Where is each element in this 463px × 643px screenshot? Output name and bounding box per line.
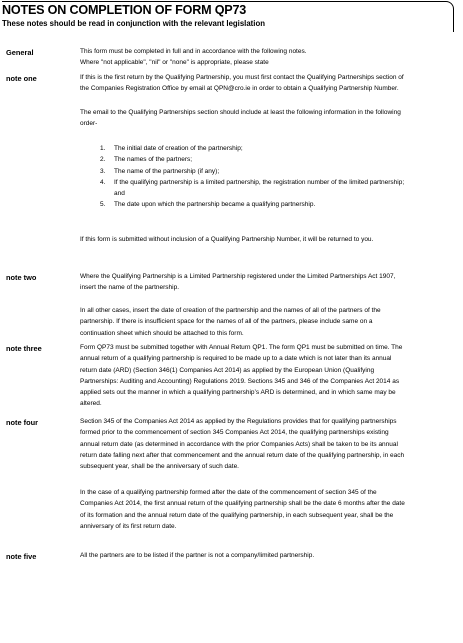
note-one-line: If this form is submitted without inclusion of a Qualifying Partnership Number, it will be returned to you. — [80, 236, 374, 243]
page-title: NOTES ON COMPLETION OF FORM QP73 — [2, 3, 247, 17]
note-two-line: partnership. If there is insufficient space for the names of all of the partners, please include same on a — [80, 318, 373, 326]
note-four-line: subsequent year, shall be the anniversary of such date. — [80, 463, 239, 471]
list-item-text: The names of the partners; — [114, 156, 193, 164]
note-two-line: continuation sheet which should be attached to this form. — [80, 329, 244, 337]
page-subtitle: These notes should be read in conjunction with the relevant legislation — [2, 19, 265, 28]
note-one-list — [100, 143, 460, 211]
list-item-text: and — [114, 190, 125, 198]
note-one-para-2 — [80, 107, 460, 130]
note-three-label: note three — [6, 344, 42, 353]
list-item — [100, 199, 460, 210]
note-two-line: insert the name of the partnership. — [80, 284, 180, 292]
note-four-para-1 — [80, 416, 460, 472]
note-two-para-2 — [80, 305, 460, 339]
note-four-para-2 — [80, 487, 460, 532]
note-four-line: anniversary of its first return date. — [80, 522, 177, 530]
general-label: General — [6, 48, 34, 57]
list-item-text: The date upon which the partnership became a qualifying partnership. — [114, 201, 316, 209]
note-three-line: annual return of a qualifying partnership is required to be made up to a date which is not later than its annual — [80, 355, 392, 363]
list-item-text: If the qualifying partnership is a limited partnership, the registration number of the limited partnership; — [114, 178, 405, 186]
list-item-text: The initial date of creation of the partnership; — [114, 145, 243, 152]
note-three-line: altered. — [80, 400, 102, 408]
note-four-line: return date falling next after that commencement and the annual return date of the qualifying partnership, in each — [80, 451, 405, 459]
note-one-label: note one — [6, 74, 37, 83]
list-item-text: The name of the partnership (if any); — [114, 167, 220, 175]
note-one-para-1 — [80, 72, 460, 95]
note-five-line: All the partners are to be listed if the partner is not a company/limited partnership. — [80, 552, 315, 559]
list-item — [100, 143, 460, 154]
note-five-text — [80, 550, 460, 561]
note-four-line: In the case of a qualifying partnership formed after the date of the commencement of section 345 of the — [80, 489, 377, 496]
note-three-line: Partnerships: Auditing and Accounting) Regulations 2019. Sections 345 and 346 of the Companies Act 2014 as — [80, 377, 400, 385]
list-item-number: 1. — [100, 145, 106, 152]
note-one-line: If this is the first return by the Qualifying Partnership, you must first contact the Qualifying Partnerships section of — [80, 74, 404, 81]
note-three-line: Form QP73 must be submitted together with Annual Return QP1. The form QP1 must be submitted on time. The — [80, 344, 403, 351]
note-five-label: note five — [6, 552, 37, 561]
note-one-para-3 — [80, 234, 460, 245]
note-two-line: Where the Qualifying Partnership is a Limited Partnership registered under the Limited Partnerships Act 1907, — [80, 273, 396, 280]
general-line: This form must be completed in full and in accordance with the following notes. — [80, 48, 307, 55]
note-three-line: return date (ARD) (Section 346(1) Companies Act 2014) as applied by the European Union (Qualifying — [80, 366, 375, 374]
list-item-number: 5. — [100, 201, 106, 209]
list-item — [100, 177, 460, 200]
list-item-number: 2. — [100, 156, 106, 164]
general-line: Where "not applicable", "nil" or "none" is appropriate, please state — [80, 59, 269, 67]
note-one-line: order- — [80, 120, 98, 128]
note-four-line: of its formation and the annual return date of the qualifying partnership, in each subsequent year, shall be the — [80, 511, 394, 519]
note-four-line: formed prior to the commencement of section 345 Companies Act 2014, the qualifying partnerships existing — [80, 429, 389, 437]
list-item-number: 3. — [100, 167, 106, 175]
general-text — [80, 46, 460, 69]
list-item-number: 4. — [100, 178, 106, 186]
note-one-line: the Companies Registration Office by email at QPN@cro.ie in order to obtain a Qualifying Partnership Number. — [80, 85, 399, 93]
note-two-para-1 — [80, 271, 460, 294]
note-four-line: annual return date (as determined in accordance with the prior Companies Acts) shall be taken to be its annual — [80, 440, 398, 448]
list-item — [100, 154, 460, 165]
note-four-line: Section 345 of the Companies Act 2014 as applied by the Regulations provides that for qualifying partnerships — [80, 418, 397, 425]
note-three-line: applied sets out the manner in which a qualifying partnership’s ARD is determined, and in which same may be — [80, 389, 396, 397]
note-one-line: The email to the Qualifying Partnerships section should include at least the following information in the following — [80, 109, 401, 116]
note-two-label: note two — [6, 273, 37, 282]
list-item — [100, 166, 460, 177]
note-three-text — [80, 342, 460, 410]
note-four-label: note four — [6, 418, 39, 427]
note-two-line: In all other cases, insert the date of creation of the partnership and the names of all of the partners of the — [80, 307, 381, 314]
note-four-line: Companies Act 2014, the first annual return of the qualifying partnership shall be the date 6 months after the date — [80, 500, 405, 508]
